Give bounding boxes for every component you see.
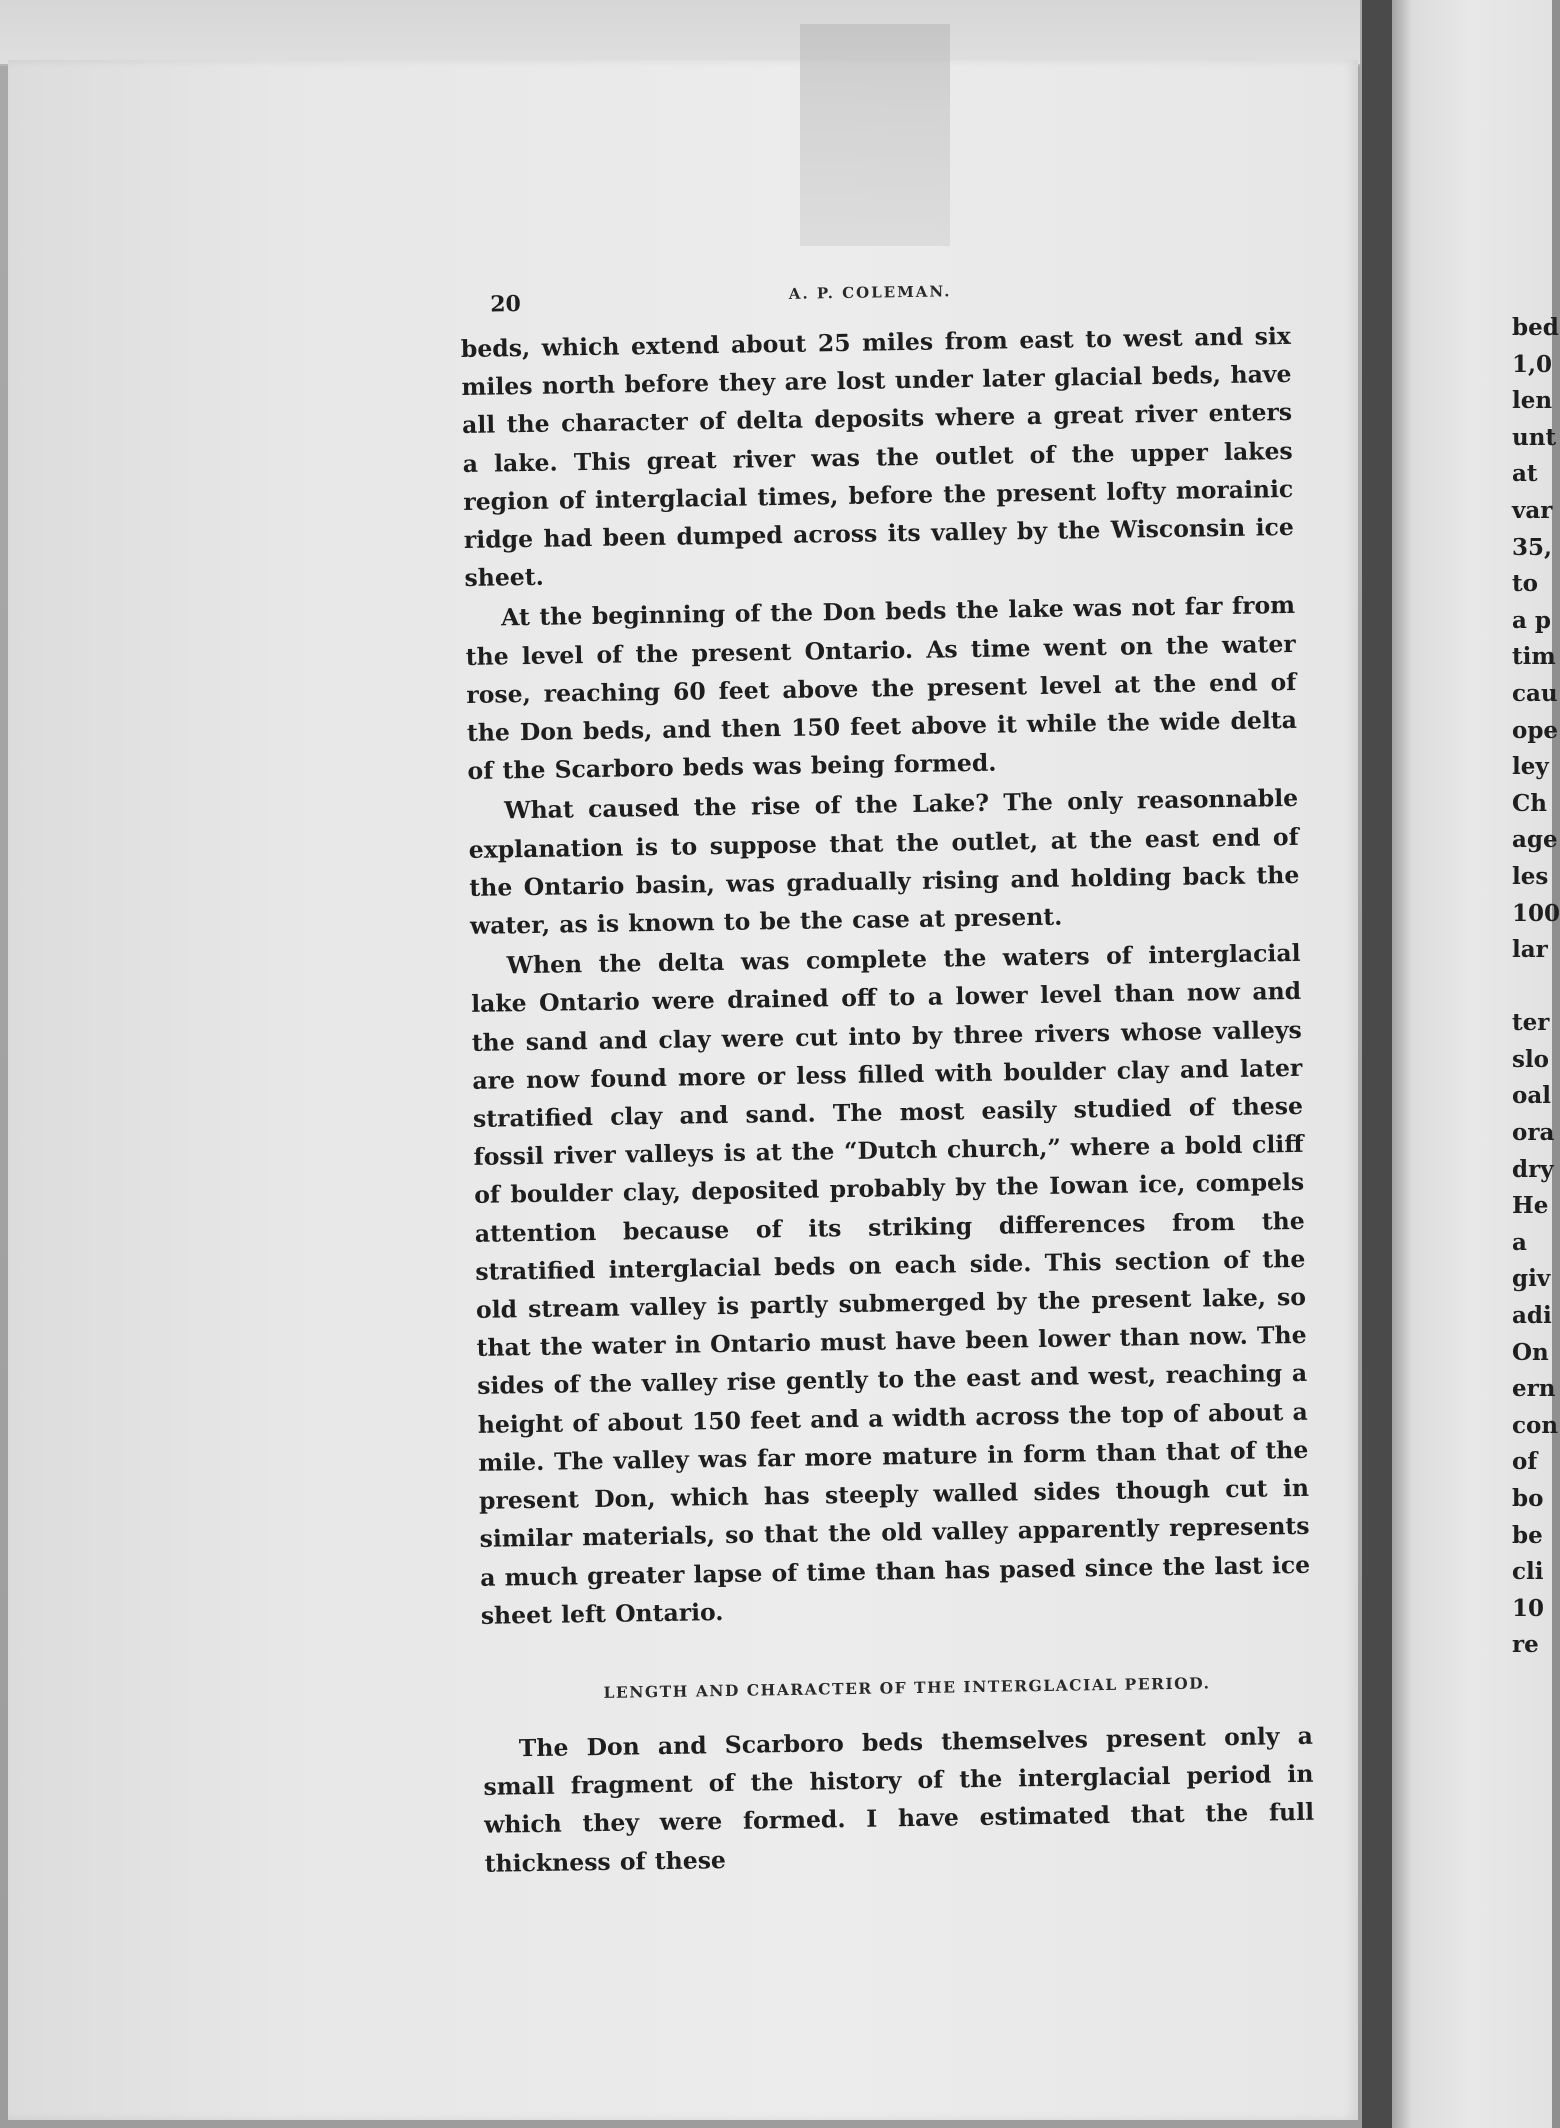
right-fragment: bo: [1512, 1485, 1544, 1512]
right-fragment: be: [1512, 1521, 1543, 1549]
right-fragment: tim: [1512, 643, 1556, 671]
right-fragment: les: [1512, 862, 1549, 890]
paragraph-4: When the delta was complete the waters of interglacial lake Ontario were drained off to a lower level than now and the sand and clay were cut into by three rivers whose valleys are now found more or less filled with boulder clay and later stratified clay and sand. The most easily studied of these fossil river valleys is at the “Dutch church,” where a bold cliff of boulder clay, deposited probably by the Iowan ice, compels attention because of its striking differences from the stratified interglacial beds on each side. This section of the old stream valley is partly submerged by the present lake, so that the water in Ontario must have been lower than now. The sides of the valley rise gently to the east and west, reaching a height of about 150 feet and a width across the top of about a mile. The valley was far more mature in form than that of the present Don, which has steeply walled sides though cut in similar materials, so that the old valley apparently represents a much greater lapse of time than has pased since the last ice sheet left Ontario.: [471, 939, 1311, 1630]
left-page-text: [460, 277, 1315, 1883]
section-heading: LENGTH AND CHARACTER OF THE INTERGLACIAL PERIOD.: [603, 1673, 1211, 1702]
right-fragment: bed: [1512, 314, 1559, 341]
right-fragment: 10: [1512, 1594, 1545, 1622]
running-head: A. P. COLEMAN.: [788, 282, 952, 303]
right-fragment: age: [1512, 826, 1558, 854]
right-fragment: a: [1512, 1228, 1527, 1256]
paragraph-2: At the beginning of the Don beds the lake was not far from the level of the present Ontario. As time went on the water rose, reaching 60 feet above the present level at the end of the Don beds, and then 150 feet above it while the wide delta of the Scarboro beds was being formed.: [465, 591, 1298, 786]
right-fragment: len: [1512, 387, 1553, 415]
paragraph-1: beds, which extend about 25 miles from east to west and six miles north before they are lost under later glacial beds, have all the character of delta deposits where a great river enters a lake. This great river was the outlet of the upper lakes region of interglacial times, before the present lofty morainic ridge had been dumped across its valley by the Wisconsin ice sheet.: [460, 321, 1295, 593]
paragraph-3: What caused the rise of the Lake? The only reasonnable explanation is to suppose that the outlet, at the east end of the Ontario basin, was gradually rising and holding back the water, as is known to be the case at present.: [468, 784, 1300, 940]
right-fragment: ley: [1512, 753, 1549, 781]
book-gutter: [1362, 0, 1392, 2128]
right-fragment: ora: [1512, 1119, 1555, 1147]
right-page-shadow: [1392, 0, 1412, 2128]
page-number: 20: [490, 291, 522, 318]
right-fragment: at: [1512, 460, 1538, 488]
right-fragment: a p: [1512, 606, 1551, 634]
right-fragment: ern: [1512, 1375, 1556, 1403]
right-page-fragments: [1512, 310, 1560, 1664]
right-fragment: oal: [1512, 1082, 1551, 1110]
right-fragment: 35,: [1512, 533, 1553, 561]
right-fragment: re: [1512, 1631, 1539, 1659]
right-fragment: ope: [1512, 716, 1559, 744]
right-fragment: On: [1512, 1338, 1549, 1366]
section-paragraph: The Don and Scarboro beds themselves present only a small fragment of the history of the interglacial period in which they were formed. I have estimated that the full thickness of these: [483, 1721, 1315, 1878]
right-fragment: cau: [1512, 679, 1558, 707]
right-fragment: to: [1512, 570, 1538, 598]
sheet-top-edge: [0, 0, 1360, 66]
right-fragment: lar: [1512, 936, 1548, 964]
right-fragment: of: [1512, 1448, 1538, 1476]
right-fragment: [1512, 969, 1552, 1006]
right-fragment: con: [1512, 1411, 1559, 1439]
right-fragment: 1,0: [1512, 350, 1553, 378]
right-fragment: He: [1512, 1192, 1549, 1220]
right-fragment: dry: [1512, 1155, 1554, 1183]
right-fragment: 100: [1512, 899, 1560, 927]
right-fragment: adi: [1512, 1302, 1552, 1330]
right-fragment: giv: [1512, 1265, 1551, 1293]
right-fragment: var: [1512, 496, 1553, 524]
tape-mark: [800, 24, 950, 246]
right-fragment: cli: [1512, 1558, 1544, 1586]
right-fragment: unt: [1512, 423, 1557, 451]
right-fragment: slo: [1512, 1045, 1550, 1073]
right-fragment: Ch: [1512, 789, 1548, 817]
right-fragment: ter: [1512, 1009, 1550, 1037]
